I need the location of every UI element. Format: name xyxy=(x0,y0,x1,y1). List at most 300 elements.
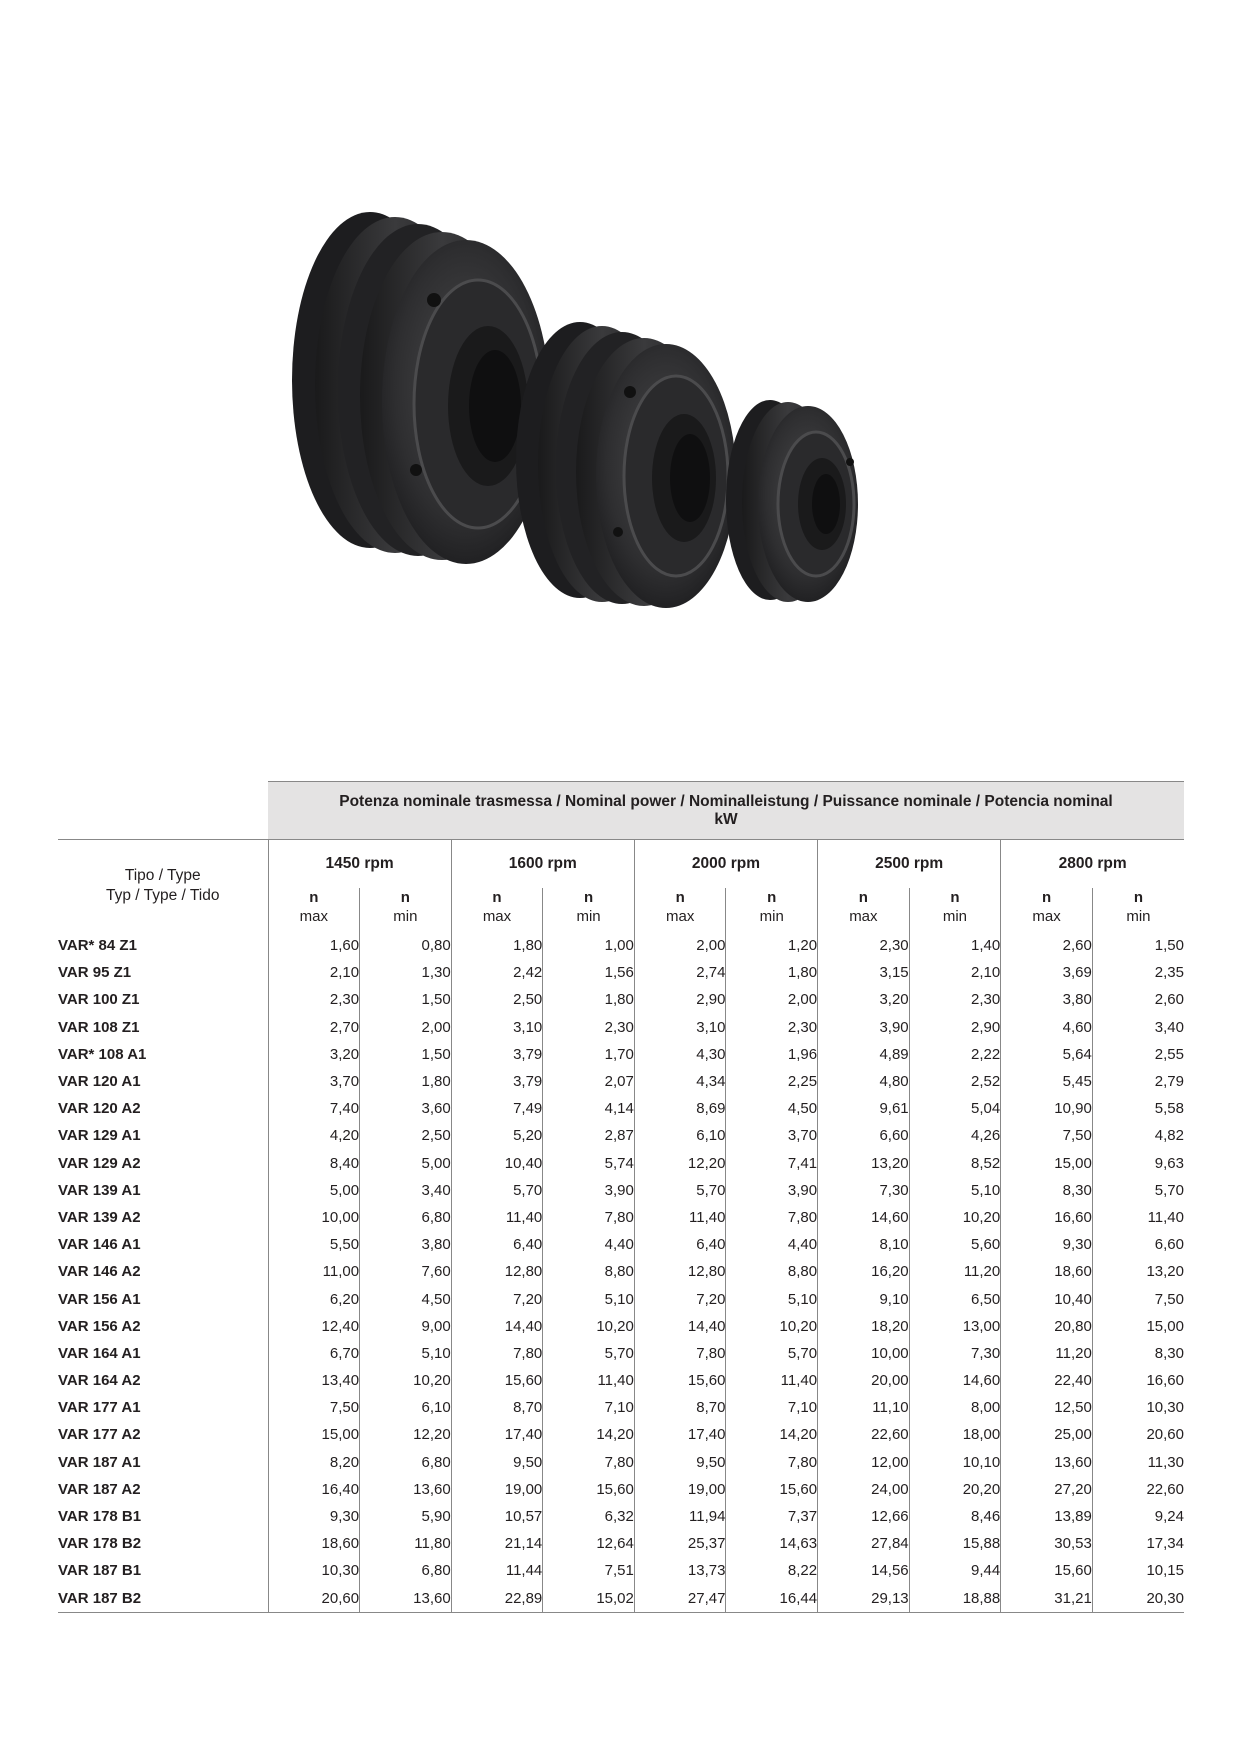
n-min-header xyxy=(360,888,452,932)
power-max-cell: 13,73 xyxy=(634,1557,726,1584)
pulley-type-cell: VAR* 84 Z1 xyxy=(58,937,137,955)
power-min-cell: 2,35 xyxy=(1092,959,1184,986)
power-max-cell: 15,60 xyxy=(451,1367,543,1394)
power-min-cell: 2,30 xyxy=(909,986,1001,1013)
power-min-cell: 2,10 xyxy=(909,959,1001,986)
power-min-cell: 3,80 xyxy=(360,1231,452,1258)
power-max-cell: 4,20 xyxy=(268,1122,360,1149)
power-max-cell: 27,84 xyxy=(818,1530,910,1557)
power-max-cell: 4,34 xyxy=(634,1068,726,1095)
power-min-cell: 14,60 xyxy=(909,1367,1001,1394)
power-max-cell: 11,10 xyxy=(818,1394,910,1421)
table-row xyxy=(58,1014,1184,1041)
n-label: n xyxy=(1133,889,1143,906)
table-row xyxy=(58,1394,1184,1421)
power-max-cell: 10,57 xyxy=(451,1503,543,1530)
power-min-cell: 2,87 xyxy=(543,1122,635,1149)
power-min-cell: 10,20 xyxy=(543,1313,635,1340)
power-max-cell: 14,56 xyxy=(818,1557,910,1584)
power-min-cell: 20,30 xyxy=(1092,1585,1184,1613)
table-row xyxy=(58,1557,1184,1584)
power-max-cell: 8,69 xyxy=(634,1095,726,1122)
power-min-cell: 5,10 xyxy=(543,1285,635,1312)
power-max-cell: 15,60 xyxy=(1001,1557,1093,1584)
power-max-cell: 29,13 xyxy=(818,1585,910,1613)
power-min-cell: 4,82 xyxy=(1092,1122,1184,1149)
power-min-cell: 11,40 xyxy=(726,1367,818,1394)
power-max-cell: 18,60 xyxy=(268,1530,360,1557)
power-max-cell: 14,40 xyxy=(634,1313,726,1340)
power-min-cell: 2,55 xyxy=(1092,1041,1184,1068)
power-min-cell: 8,80 xyxy=(726,1258,818,1285)
table-row xyxy=(58,1258,1184,1285)
power-min-cell: 13,20 xyxy=(1092,1258,1184,1285)
table-row xyxy=(58,1530,1184,1557)
n-label: n xyxy=(858,889,868,906)
power-min-cell: 1,80 xyxy=(726,959,818,986)
power-min-cell: 6,50 xyxy=(909,1285,1001,1312)
power-min-cell: 11,80 xyxy=(360,1530,452,1557)
power-max-cell: 12,80 xyxy=(451,1258,543,1285)
pulley-type-cell: VAR 95 Z1 xyxy=(58,964,132,982)
power-min-cell: 7,60 xyxy=(360,1258,452,1285)
type-header-line-2: Typ / Type / Tido xyxy=(106,887,220,904)
power-max-cell: 17,40 xyxy=(451,1421,543,1448)
power-max-cell: 19,00 xyxy=(634,1476,726,1503)
power-max-cell: 13,20 xyxy=(818,1150,910,1177)
power-min-cell: 0,80 xyxy=(360,932,452,959)
power-max-cell: 13,89 xyxy=(1001,1503,1093,1530)
power-min-cell: 6,60 xyxy=(1092,1231,1184,1258)
n-max-header xyxy=(634,888,726,932)
power-min-cell: 5,60 xyxy=(909,1231,1001,1258)
power-max-cell: 15,00 xyxy=(268,1421,360,1448)
power-max-cell: 6,70 xyxy=(268,1340,360,1367)
speed-header-2500: 2500 rpm xyxy=(818,840,1001,889)
table-caption xyxy=(268,782,1184,840)
power-min-cell: 5,70 xyxy=(1092,1177,1184,1204)
power-max-cell: 6,40 xyxy=(634,1231,726,1258)
max-label: max xyxy=(299,908,328,925)
power-max-cell: 9,30 xyxy=(268,1503,360,1530)
caption-line-1: Potenza nominale trasmessa / Nominal power / Nominalleistung / Puissance nominale / Potencia nominal xyxy=(339,792,1113,810)
power-min-cell: 11,20 xyxy=(909,1258,1001,1285)
n-max-header xyxy=(451,888,543,932)
pulley-type-cell: VAR 164 A2 xyxy=(58,1372,141,1390)
power-min-cell: 7,80 xyxy=(543,1204,635,1231)
power-min-cell: 14,20 xyxy=(726,1421,818,1448)
power-max-cell: 5,64 xyxy=(1001,1041,1093,1068)
power-min-cell: 5,10 xyxy=(726,1285,818,1312)
power-max-cell: 20,60 xyxy=(268,1585,360,1613)
n-min-header xyxy=(909,888,1001,932)
pulley-type-cell: VAR 146 A1 xyxy=(58,1236,141,1254)
power-max-cell: 24,00 xyxy=(818,1476,910,1503)
power-min-cell: 7,37 xyxy=(726,1503,818,1530)
power-max-cell: 15,00 xyxy=(1001,1150,1093,1177)
power-max-cell: 4,80 xyxy=(818,1068,910,1095)
power-min-cell: 1,96 xyxy=(726,1041,818,1068)
medium-pulley xyxy=(516,322,736,608)
power-min-cell: 2,07 xyxy=(543,1068,635,1095)
power-max-cell: 27,20 xyxy=(1001,1476,1093,1503)
pulley-type-cell: VAR 100 Z1 xyxy=(58,991,140,1009)
pulley-type-cell: VAR 187 B2 xyxy=(58,1585,268,1613)
power-min-cell: 7,10 xyxy=(543,1394,635,1421)
power-max-cell: 3,10 xyxy=(451,1014,543,1041)
table-row xyxy=(58,1285,1184,1312)
power-min-cell: 7,10 xyxy=(726,1394,818,1421)
small-pulley xyxy=(726,400,858,602)
power-max-cell: 10,30 xyxy=(268,1557,360,1584)
power-max-cell: 20,00 xyxy=(818,1367,910,1394)
power-max-cell: 6,20 xyxy=(268,1285,360,1312)
power-min-cell: 14,63 xyxy=(726,1530,818,1557)
power-max-cell: 2,00 xyxy=(634,932,726,959)
power-min-cell: 1,00 xyxy=(543,932,635,959)
power-min-cell: 5,10 xyxy=(360,1340,452,1367)
table-row xyxy=(58,1421,1184,1448)
table-row xyxy=(58,1204,1184,1231)
power-min-cell: 5,74 xyxy=(543,1150,635,1177)
power-max-cell: 25,00 xyxy=(1001,1421,1093,1448)
power-max-cell: 2,90 xyxy=(634,986,726,1013)
power-max-cell: 3,69 xyxy=(1001,959,1093,986)
power-max-cell: 2,42 xyxy=(451,959,543,986)
pulley-type-cell: VAR 120 A1 xyxy=(58,1073,141,1091)
pulley-type-cell: VAR 187 A2 xyxy=(58,1480,141,1498)
power-max-cell: 12,20 xyxy=(634,1150,726,1177)
power-min-cell: 20,60 xyxy=(1092,1421,1184,1448)
power-min-cell: 4,40 xyxy=(726,1231,818,1258)
speed-header-1600: 1600 rpm xyxy=(451,840,634,889)
power-min-cell: 2,60 xyxy=(1092,986,1184,1013)
pulley-type-cell: VAR 164 A1 xyxy=(58,1344,141,1362)
power-max-cell: 5,70 xyxy=(634,1177,726,1204)
power-min-cell: 16,44 xyxy=(726,1585,818,1613)
power-min-cell: 15,00 xyxy=(1092,1313,1184,1340)
table-row xyxy=(58,1449,1184,1476)
n-label: n xyxy=(583,889,594,906)
power-max-cell: 7,50 xyxy=(1001,1122,1093,1149)
power-min-cell: 5,70 xyxy=(543,1340,635,1367)
power-max-cell: 3,80 xyxy=(1001,986,1093,1013)
power-min-cell: 1,80 xyxy=(543,986,635,1013)
power-max-cell: 7,49 xyxy=(451,1095,543,1122)
power-max-cell: 17,40 xyxy=(634,1421,726,1448)
table-row xyxy=(58,1313,1184,1340)
power-min-cell: 3,90 xyxy=(543,1177,635,1204)
power-min-cell: 7,80 xyxy=(543,1449,635,1476)
power-min-cell: 2,90 xyxy=(909,1014,1001,1041)
power-max-cell: 3,90 xyxy=(818,1014,910,1041)
n-label: n xyxy=(400,889,410,906)
power-max-cell: 10,00 xyxy=(818,1340,910,1367)
power-min-cell: 3,70 xyxy=(726,1122,818,1149)
pulley-type-cell: VAR 146 A2 xyxy=(58,1263,141,1281)
power-min-cell: 10,20 xyxy=(360,1367,452,1394)
power-min-cell: 10,15 xyxy=(1092,1557,1184,1584)
power-max-cell: 11,40 xyxy=(451,1204,543,1231)
power-min-cell: 8,00 xyxy=(909,1394,1001,1421)
power-max-cell: 8,30 xyxy=(1001,1177,1093,1204)
pulley-type-cell: VAR 129 A1 xyxy=(58,1127,141,1145)
power-min-cell: 12,20 xyxy=(360,1421,452,1448)
large-pulley xyxy=(292,212,550,564)
pulley-type-cell: VAR 177 A1 xyxy=(58,1399,141,1417)
power-min-cell: 4,50 xyxy=(360,1285,452,1312)
table-row xyxy=(58,1095,1184,1122)
power-max-cell: 27,47 xyxy=(634,1585,726,1613)
power-min-cell: 1,56 xyxy=(543,959,635,986)
n-min-header xyxy=(726,888,818,932)
pulley-type-cell: VAR 120 A2 xyxy=(58,1100,141,1118)
speed-header-2000: 2000 rpm xyxy=(634,840,817,889)
power-min-cell: 4,50 xyxy=(726,1095,818,1122)
min-label: min xyxy=(942,908,968,925)
power-max-cell: 18,60 xyxy=(1001,1258,1093,1285)
table-row xyxy=(58,1177,1184,1204)
max-label: max xyxy=(849,908,878,925)
min-label: min xyxy=(759,908,784,925)
power-min-cell: 5,10 xyxy=(909,1177,1001,1204)
n-label: n xyxy=(767,889,777,906)
power-max-cell: 12,66 xyxy=(818,1503,910,1530)
power-min-cell: 6,32 xyxy=(543,1503,635,1530)
n-max-header xyxy=(1001,888,1093,932)
power-max-cell: 10,90 xyxy=(1001,1095,1093,1122)
power-max-cell: 2,50 xyxy=(451,986,543,1013)
power-max-cell: 2,30 xyxy=(818,932,910,959)
power-max-cell: 19,00 xyxy=(451,1476,543,1503)
power-max-cell: 7,80 xyxy=(451,1340,543,1367)
power-min-cell: 1,50 xyxy=(360,986,452,1013)
power-max-cell: 5,20 xyxy=(451,1122,543,1149)
power-min-cell: 7,80 xyxy=(726,1204,818,1231)
power-max-cell: 2,10 xyxy=(268,959,360,986)
min-label: min xyxy=(1126,908,1151,925)
power-min-cell: 11,40 xyxy=(1092,1204,1184,1231)
power-min-cell: 5,58 xyxy=(1092,1095,1184,1122)
power-min-cell: 20,20 xyxy=(909,1476,1001,1503)
power-min-cell: 2,79 xyxy=(1092,1068,1184,1095)
power-min-cell: 8,80 xyxy=(543,1258,635,1285)
power-min-cell: 1,30 xyxy=(360,959,452,986)
table-row xyxy=(58,959,1184,986)
table-row xyxy=(58,1150,1184,1177)
n-label: n xyxy=(1041,889,1052,906)
power-max-cell: 7,20 xyxy=(451,1285,543,1312)
type-column-header xyxy=(58,840,268,933)
power-max-cell: 8,20 xyxy=(268,1449,360,1476)
power-max-cell: 5,50 xyxy=(268,1231,360,1258)
power-max-cell: 3,20 xyxy=(818,986,910,1013)
table-row xyxy=(58,1476,1184,1503)
nominal-power-table xyxy=(58,781,1184,1613)
table-row xyxy=(58,1503,1184,1530)
pulley-type-cell: VAR 156 A1 xyxy=(58,1290,141,1308)
power-max-cell: 6,40 xyxy=(451,1231,543,1258)
power-min-cell: 10,30 xyxy=(1092,1394,1184,1421)
n-label: n xyxy=(950,889,960,906)
table-row xyxy=(58,1340,1184,1367)
power-min-cell: 7,50 xyxy=(1092,1285,1184,1312)
power-max-cell: 3,15 xyxy=(818,959,910,986)
power-min-cell: 9,24 xyxy=(1092,1503,1184,1530)
power-max-cell: 16,60 xyxy=(1001,1204,1093,1231)
power-min-cell: 8,30 xyxy=(1092,1340,1184,1367)
power-min-cell: 9,44 xyxy=(909,1557,1001,1584)
table-row xyxy=(58,1231,1184,1258)
power-min-cell: 11,30 xyxy=(1092,1449,1184,1476)
power-max-cell: 4,89 xyxy=(818,1041,910,1068)
power-min-cell: 5,00 xyxy=(360,1150,452,1177)
power-max-cell: 7,80 xyxy=(634,1340,726,1367)
power-max-cell: 16,40 xyxy=(268,1476,360,1503)
power-max-cell: 11,94 xyxy=(634,1503,726,1530)
power-max-cell: 7,20 xyxy=(634,1285,726,1312)
power-max-cell: 18,20 xyxy=(818,1313,910,1340)
power-max-cell: 5,45 xyxy=(1001,1068,1093,1095)
power-min-cell: 22,60 xyxy=(1092,1476,1184,1503)
power-min-cell: 7,30 xyxy=(909,1340,1001,1367)
table-row xyxy=(58,1367,1184,1394)
power-max-cell: 2,60 xyxy=(1001,932,1093,959)
power-max-cell: 8,70 xyxy=(451,1394,543,1421)
power-min-cell: 6,80 xyxy=(360,1557,452,1584)
power-min-cell: 3,60 xyxy=(360,1095,452,1122)
n-label: n xyxy=(675,889,685,906)
max-label: max xyxy=(1032,908,1061,925)
power-max-cell: 8,70 xyxy=(634,1394,726,1421)
power-max-cell: 30,53 xyxy=(1001,1530,1093,1557)
power-max-cell: 25,37 xyxy=(634,1530,726,1557)
min-label: min xyxy=(576,908,601,925)
max-label: max xyxy=(482,908,512,925)
power-min-cell: 4,14 xyxy=(543,1095,635,1122)
power-max-cell: 6,10 xyxy=(634,1122,726,1149)
table-row xyxy=(58,1068,1184,1095)
pulley-type-cell: VAR 187 A1 xyxy=(58,1453,141,1471)
n-max-header xyxy=(818,888,910,932)
power-min-cell: 7,41 xyxy=(726,1150,818,1177)
power-min-cell: 2,30 xyxy=(543,1014,635,1041)
type-header-line-1: Tipo / Type xyxy=(124,867,201,884)
power-min-cell: 7,51 xyxy=(543,1557,635,1584)
power-min-cell: 2,52 xyxy=(909,1068,1001,1095)
power-max-cell: 9,10 xyxy=(818,1285,910,1312)
power-max-cell: 22,40 xyxy=(1001,1367,1093,1394)
power-max-cell: 7,40 xyxy=(268,1095,360,1122)
power-max-cell: 12,50 xyxy=(1001,1394,1093,1421)
power-min-cell: 5,70 xyxy=(726,1340,818,1367)
power-min-cell: 6,10 xyxy=(360,1394,452,1421)
power-min-cell: 15,88 xyxy=(909,1530,1001,1557)
power-min-cell: 1,80 xyxy=(360,1068,452,1095)
power-min-cell: 2,30 xyxy=(726,1014,818,1041)
power-max-cell: 9,50 xyxy=(634,1449,726,1476)
power-min-cell: 1,70 xyxy=(543,1041,635,1068)
table-row xyxy=(58,1585,1184,1613)
power-min-cell: 2,50 xyxy=(360,1122,452,1149)
power-min-cell: 2,00 xyxy=(360,1014,452,1041)
table-row xyxy=(58,1122,1184,1149)
power-min-cell: 2,22 xyxy=(909,1041,1001,1068)
power-max-cell: 13,40 xyxy=(268,1367,360,1394)
power-min-cell: 13,60 xyxy=(360,1476,452,1503)
power-min-cell: 17,34 xyxy=(1092,1530,1184,1557)
power-min-cell: 3,90 xyxy=(726,1177,818,1204)
power-min-cell: 1,40 xyxy=(909,932,1001,959)
power-min-cell: 2,25 xyxy=(726,1068,818,1095)
power-max-cell: 12,00 xyxy=(818,1449,910,1476)
power-max-cell: 10,00 xyxy=(268,1204,360,1231)
power-max-cell: 21,14 xyxy=(451,1530,543,1557)
power-min-cell: 9,00 xyxy=(360,1313,452,1340)
power-min-cell: 5,04 xyxy=(909,1095,1001,1122)
power-max-cell: 20,80 xyxy=(1001,1313,1093,1340)
power-max-cell: 11,00 xyxy=(268,1258,360,1285)
power-min-cell: 4,26 xyxy=(909,1122,1001,1149)
n-min-header xyxy=(1092,888,1184,932)
power-max-cell: 12,80 xyxy=(634,1258,726,1285)
power-max-cell: 4,60 xyxy=(1001,1014,1093,1041)
power-max-cell: 9,61 xyxy=(818,1095,910,1122)
table-row xyxy=(58,1041,1184,1068)
power-max-cell: 3,20 xyxy=(268,1041,360,1068)
pulley-type-cell: VAR 156 A2 xyxy=(58,1317,141,1335)
power-min-cell: 15,60 xyxy=(726,1476,818,1503)
power-min-cell: 13,60 xyxy=(360,1585,452,1613)
power-max-cell: 4,30 xyxy=(634,1041,726,1068)
power-min-cell: 12,64 xyxy=(543,1530,635,1557)
power-max-cell: 7,30 xyxy=(818,1177,910,1204)
power-max-cell: 15,60 xyxy=(634,1367,726,1394)
power-max-cell: 11,40 xyxy=(634,1204,726,1231)
power-min-cell: 18,00 xyxy=(909,1421,1001,1448)
power-max-cell: 11,44 xyxy=(451,1557,543,1584)
n-label: n xyxy=(309,889,319,906)
power-min-cell: 14,20 xyxy=(543,1421,635,1448)
power-max-cell: 9,30 xyxy=(1001,1231,1093,1258)
power-max-cell: 7,50 xyxy=(268,1394,360,1421)
power-max-cell: 14,40 xyxy=(451,1313,543,1340)
caption-unit: kW xyxy=(714,810,738,828)
power-max-cell: 12,40 xyxy=(268,1313,360,1340)
table-row xyxy=(58,932,1184,959)
power-max-cell: 9,50 xyxy=(451,1449,543,1476)
power-min-cell: 7,80 xyxy=(726,1449,818,1476)
power-min-cell: 15,60 xyxy=(543,1476,635,1503)
power-min-cell: 5,90 xyxy=(360,1503,452,1530)
power-max-cell: 3,79 xyxy=(451,1068,543,1095)
power-min-cell: 10,10 xyxy=(909,1449,1001,1476)
power-min-cell: 16,60 xyxy=(1092,1367,1184,1394)
power-min-cell: 3,40 xyxy=(360,1177,452,1204)
power-min-cell: 1,50 xyxy=(360,1041,452,1068)
power-max-cell: 1,60 xyxy=(268,932,360,959)
power-min-cell: 4,40 xyxy=(543,1231,635,1258)
pulley-type-cell: VAR 139 A1 xyxy=(58,1181,141,1199)
min-label: min xyxy=(393,908,418,925)
power-min-cell: 6,80 xyxy=(360,1449,452,1476)
power-max-cell: 2,74 xyxy=(634,959,726,986)
pulley-type-cell: VAR 129 A2 xyxy=(58,1154,141,1172)
power-max-cell: 8,40 xyxy=(268,1150,360,1177)
power-max-cell: 5,00 xyxy=(268,1177,360,1204)
pulley-type-cell: VAR 139 A2 xyxy=(58,1208,141,1226)
power-min-cell: 13,00 xyxy=(909,1313,1001,1340)
